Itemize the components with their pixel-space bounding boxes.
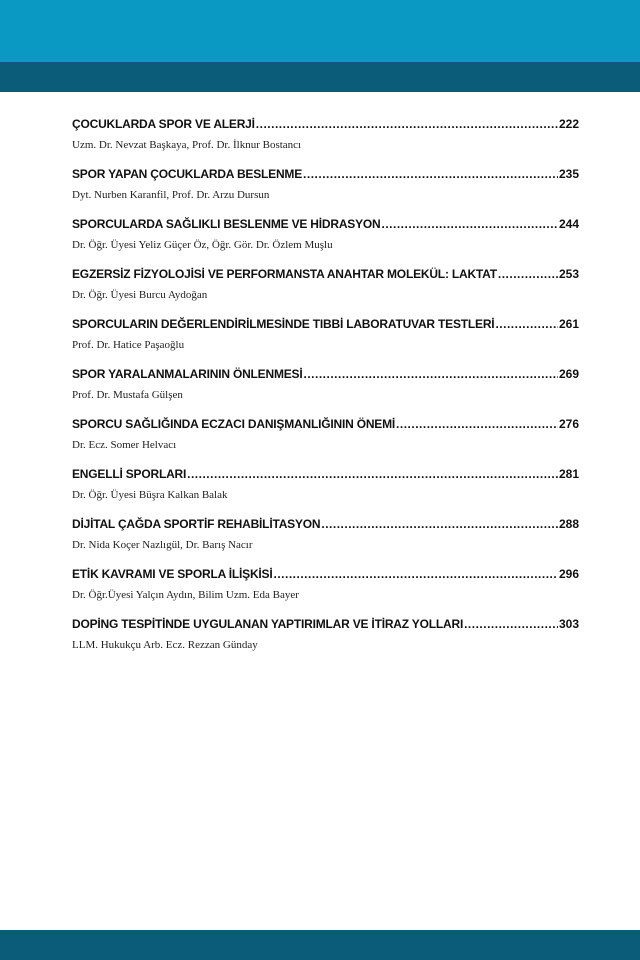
- toc-title-line: [72, 167, 579, 187]
- chapter-title: ÇOCUKLARDA SPOR VE ALERJİ: [72, 117, 255, 131]
- toc-entry[interactable]: [72, 567, 579, 617]
- dot-leader: [256, 117, 558, 131]
- page-number: 296: [558, 567, 579, 581]
- dot-leader: [495, 317, 558, 331]
- chapter-title: DİJİTAL ÇAĞDA SPORTİF REHABİLİTASYON: [72, 517, 321, 531]
- chapter-authors: Prof. Dr. Mustafa Gülşen: [72, 389, 183, 401]
- chapter-title: ENGELLİ SPORLARI: [72, 467, 187, 481]
- chapter-authors: Dr. Öğr.Üyesi Yalçın Aydın, Bilim Uzm. Eda Bayer: [72, 589, 299, 601]
- header-band: [0, 0, 640, 62]
- toc-entry[interactable]: [72, 417, 579, 467]
- toc-entry[interactable]: [72, 367, 579, 417]
- chapter-title: SPORCULARDA SAĞLIKLI BESLENME VE HİDRASYON: [72, 217, 381, 231]
- page-number: 303: [558, 617, 579, 631]
- table-of-contents: [72, 117, 579, 667]
- chapter-title: SPORCULARIN DEĞERLENDİRİLMESİNDE TIBBİ LABORATUVAR TESTLERİ: [72, 317, 495, 331]
- dot-leader: [498, 267, 558, 281]
- page-number: 235: [558, 167, 579, 181]
- chapter-title: SPOR YARALANMALARININ ÖNLENMESİ: [72, 367, 303, 381]
- chapter-authors: Dr. Öğr. Üyesi Yeliz Güçer Öz, Öğr. Gör. Dr. Özlem Muşlu: [72, 239, 333, 251]
- toc-title-line: [72, 367, 579, 387]
- toc-entry[interactable]: [72, 167, 579, 217]
- dot-leader: [396, 417, 558, 431]
- chapter-authors: Dr. Nida Koçer Nazlıgül, Dr. Barış Nacır: [72, 539, 253, 551]
- dot-leader: [464, 617, 558, 631]
- toc-title-line: [72, 567, 579, 587]
- header-dark-band: [0, 62, 640, 92]
- chapter-title: DOPİNG TESPİTİNDE UYGULANAN YAPTIRIMLAR VE İTİRAZ YOLLARI: [72, 617, 464, 631]
- page-number: 276: [558, 417, 579, 431]
- chapter-title: ETİK KAVRAMI VE SPORLA İLİŞKİSİ: [72, 567, 273, 581]
- page-number: 222: [558, 117, 579, 131]
- toc-title-line: [72, 617, 579, 637]
- chapter-authors: Prof. Dr. Hatice Paşaoğlu: [72, 339, 185, 351]
- chapter-authors: Uzm. Dr. Nevzat Başkaya, Prof. Dr. İlknur Bostancı: [72, 139, 302, 151]
- dot-leader: [187, 467, 558, 481]
- toc-entry[interactable]: [72, 217, 579, 267]
- chapter-authors: Dr. Öğr. Üyesi Burcu Aydoğan: [72, 289, 208, 301]
- toc-title-line: [72, 517, 579, 537]
- dot-leader: [273, 567, 557, 581]
- chapter-authors: Dr. Ecz. Somer Helvacı: [72, 439, 177, 451]
- chapter-authors: Dr. Öğr. Üyesi Büşra Kalkan Balak: [72, 489, 228, 501]
- toc-entry[interactable]: [72, 267, 579, 317]
- toc-entry[interactable]: [72, 517, 579, 567]
- toc-title-line: [72, 317, 579, 337]
- page-number: 269: [558, 367, 579, 381]
- chapter-title: SPORCU SAĞLIĞINDA ECZACI DANIŞMANLIĞININ ÖNEMİ: [72, 417, 396, 431]
- toc-title-line: [72, 117, 579, 137]
- dot-leader: [303, 167, 558, 181]
- page-number: 253: [558, 267, 579, 281]
- toc-entry[interactable]: [72, 467, 579, 517]
- page-number: 288: [558, 517, 579, 531]
- chapter-authors: Dyt. Nurben Karanfil, Prof. Dr. Arzu Dursun: [72, 189, 270, 201]
- toc-entry[interactable]: [72, 617, 579, 667]
- toc-title-line: [72, 217, 579, 237]
- toc-title-line: [72, 267, 579, 287]
- dot-leader: [321, 517, 558, 531]
- page-number: 244: [558, 217, 579, 231]
- page-number: 281: [558, 467, 579, 481]
- toc-title-line: [72, 467, 579, 487]
- toc-entry[interactable]: [72, 117, 579, 167]
- chapter-title: EGZERSİZ FİZYOLOJİSİ VE PERFORMANSTA ANAHTAR MOLEKÜL: LAKTAT: [72, 267, 497, 281]
- footer-band: [0, 930, 640, 960]
- chapter-title: SPOR YAPAN ÇOCUKLARDA BESLENME: [72, 167, 303, 181]
- toc-title-line: [72, 417, 579, 437]
- dot-leader: [382, 217, 558, 231]
- dot-leader: [303, 367, 557, 381]
- toc-entry[interactable]: [72, 317, 579, 367]
- page-number: 261: [558, 317, 579, 331]
- chapter-authors: LLM. Hukukçu Arb. Ecz. Rezzan Günday: [72, 639, 258, 651]
